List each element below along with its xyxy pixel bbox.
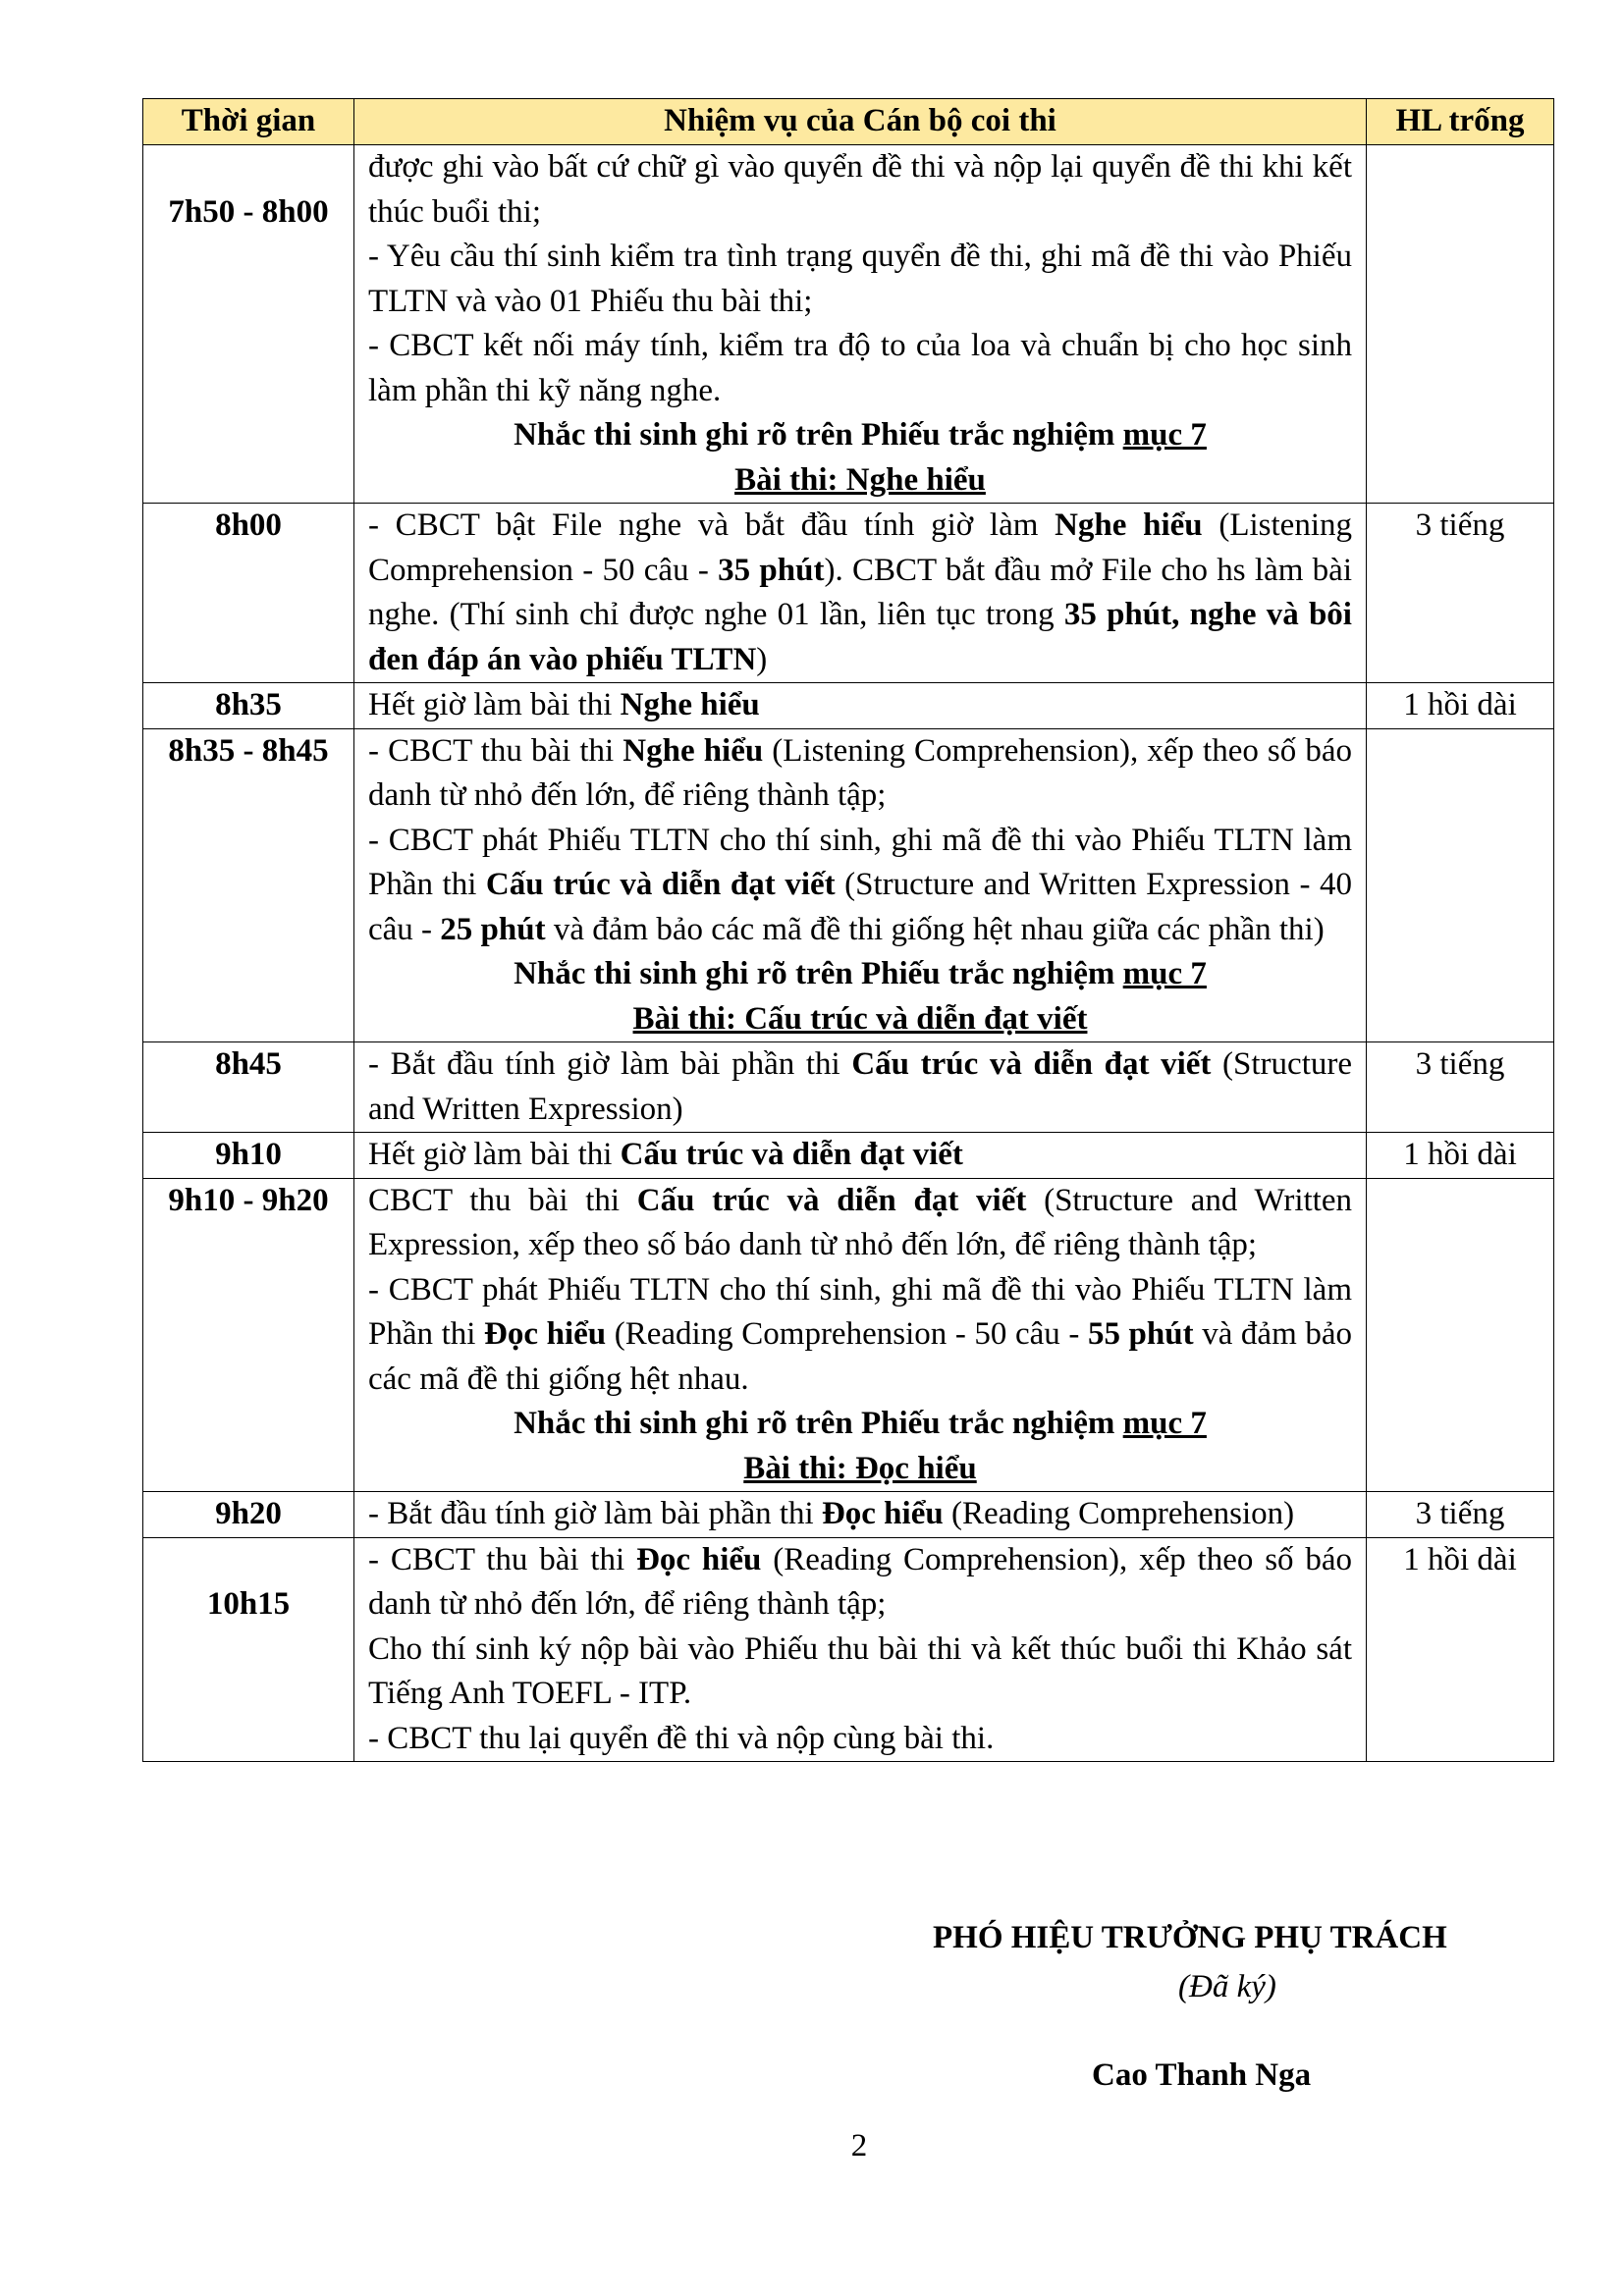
- row-time: 8h00: [143, 504, 354, 683]
- signature-note: (Đã ký): [1178, 1969, 1276, 2004]
- row-hl: [1367, 145, 1554, 504]
- table-row: [143, 504, 1554, 683]
- row-task: [354, 145, 1367, 504]
- row-hl: 1 hồi dài: [1367, 1537, 1554, 1762]
- task-line: Cho thí sinh ký nộp bài vào Phiếu thu bài thi và kết thúc buổi thi Khảo sát Tiếng Anh TOEFL - ITP.: [368, 1630, 1352, 1711]
- row-time: [143, 145, 354, 504]
- task-line: - CBCT thu lại quyển đề thi và nộp cùng bài thi.: [368, 1720, 995, 1756]
- task-text: ): [756, 641, 768, 677]
- task-bold: Nghe hiểu: [623, 732, 764, 769]
- row-task: [354, 1178, 1367, 1492]
- row-task: [354, 1492, 1367, 1538]
- row-task: [354, 504, 1367, 683]
- reminder-text: Nhắc thi sinh ghi rõ trên Phiếu trắc nghiệm: [514, 956, 1123, 991]
- row-task: [354, 683, 1367, 729]
- reminder-text: Nhắc thi sinh ghi rõ trên Phiếu trắc nghiệm: [514, 1406, 1123, 1441]
- row-time: 9h10: [143, 1133, 354, 1179]
- task-bold: Cấu trúc và diễn đạt viết: [851, 1046, 1212, 1082]
- task-bold: Cấu trúc và diễn đạt viết: [485, 867, 836, 902]
- task-line: [368, 819, 1352, 953]
- header-time: Thời gian: [143, 99, 354, 145]
- signature-title: PHÓ HIỆU TRƯỞNG PHỤ TRÁCH: [933, 1920, 1447, 1955]
- row-task: [354, 1042, 1367, 1133]
- task-text: (Reading Comprehension - 50 câu -: [606, 1316, 1088, 1352]
- row-hl: 3 tiếng: [1367, 1042, 1554, 1133]
- task-text: - Bắt đầu tính giờ làm bài phần thi: [368, 1496, 822, 1531]
- task-text: Hết giờ làm bài thi: [368, 687, 621, 722]
- reminder-item: mục 7: [1122, 417, 1207, 453]
- section-title: Bài thi: Cấu trúc và diễn đạt viết: [632, 1000, 1088, 1037]
- table-row: [143, 1492, 1554, 1538]
- row-hl: 1 hồi dài: [1367, 683, 1554, 729]
- task-line: [368, 1268, 1352, 1403]
- task-text: ). CBCT bắt đầu mở File cho hs làm bài nghe. (Thí sinh chỉ được nghe 01 lần, liên tục trong: [368, 552, 1352, 632]
- task-bold: Đọc hiểu: [636, 1541, 762, 1577]
- row-time: 8h35 - 8h45: [143, 728, 354, 1042]
- table-row: [143, 1178, 1554, 1492]
- task-bold: Nghe hiểu: [620, 687, 760, 722]
- task-text: (Structure and Written Expression, xếp theo số báo danh từ nhỏ đến lớn, để riêng thành tập;: [368, 1182, 1352, 1262]
- table-row: [143, 1537, 1554, 1762]
- task-text: (Listening Comprehension - 50 câu -: [368, 507, 1352, 588]
- header-hl: HL trống: [1367, 99, 1554, 145]
- page-number: 2: [850, 2128, 868, 2163]
- row-time: [143, 1537, 354, 1762]
- time-value: 10h15: [206, 1586, 291, 1622]
- task-line: [368, 1179, 1352, 1268]
- task-text: CBCT thu bài thi: [368, 1182, 637, 1218]
- reminder-item: mục 7: [1122, 1406, 1207, 1441]
- time-value: 7h50 - 8h00: [168, 193, 329, 230]
- signer-name: Cao Thanh Nga: [1092, 2057, 1312, 2093]
- table-row: [143, 683, 1554, 729]
- section-title: Bài thi: Nghe hiểu: [734, 461, 986, 498]
- task-line: được ghi vào bất cứ chữ gì vào quyển đề thi và nộp lại quyển đề thi khi kết thúc buổi thi;: [368, 149, 1352, 230]
- row-hl: 1 hồi dài: [1367, 1133, 1554, 1179]
- row-time: 9h10 - 9h20: [143, 1178, 354, 1492]
- row-task: [354, 728, 1367, 1042]
- task-line: - Yêu cầu thí sinh kiểm tra tình trạng quyển đề thi, ghi mã đề thi vào Phiếu TLTN và vào 01 Phiếu thu bài thi;: [368, 239, 1352, 319]
- table-header-row: [143, 99, 1554, 145]
- task-text: - CBCT thu bài thi: [368, 732, 623, 769]
- task-text: - CBCT phát Phiếu TLTN cho thí sinh, ghi mã đề thi vào Phiếu TLTN làm Phần thi: [368, 822, 1352, 902]
- task-text: - CBCT bật File nghe và bắt đầu tính giờ làm: [368, 507, 1056, 543]
- task-bold: Đọc hiểu: [484, 1316, 607, 1352]
- task-line: - CBCT kết nối máy tính, kiểm tra độ to của loa và chuẩn bị cho học sinh làm phần thi kỹ năng nghe.: [368, 328, 1352, 408]
- row-hl: 3 tiếng: [1367, 504, 1554, 683]
- task-text: (Reading Comprehension), xếp theo số báo danh từ nhỏ đến lớn, để riêng thành tập;: [368, 1541, 1353, 1622]
- task-bold: Cấu trúc và diễn đạt viết: [620, 1137, 963, 1172]
- table-row: [143, 145, 1554, 504]
- reminder-line: [368, 413, 1352, 458]
- table-row: [143, 1042, 1554, 1133]
- task-text: (Structure and Written Expression - 40 câu -: [368, 867, 1352, 947]
- row-hl: 3 tiếng: [1367, 1492, 1554, 1538]
- task-bold: 35 phút, nghe và bôi đen đáp án vào phiếu TLTN: [368, 597, 1352, 677]
- reminder-item: mục 7: [1122, 956, 1207, 991]
- invigilator-schedule-table: [142, 98, 1554, 1762]
- task-text: Hết giờ làm bài thi: [368, 1137, 621, 1172]
- task-text: - Bắt đầu tính giờ làm bài phần thi: [368, 1046, 852, 1082]
- row-time: 8h35: [143, 683, 354, 729]
- row-hl: [1367, 1178, 1554, 1492]
- task-text: - CBCT phát Phiếu TLTN cho thí sinh, ghi mã đề thi vào Phiếu TLTN làm Phần thi: [368, 1271, 1352, 1352]
- task-text: - CBCT thu bài thi: [368, 1541, 637, 1577]
- reminder-text: Nhắc thi sinh ghi rõ trên Phiếu trắc nghiệm: [514, 417, 1123, 453]
- task-bold: 35 phút: [718, 552, 825, 588]
- row-hl: [1367, 728, 1554, 1042]
- task-text: và đảm bảo các mã đề thi giống hệt nhau.: [368, 1316, 1352, 1397]
- task-text: (Structure and Written Expression): [368, 1046, 1352, 1127]
- reminder-line: [368, 1402, 1352, 1447]
- row-task: [354, 1537, 1367, 1762]
- task-line: [368, 729, 1352, 819]
- task-bold: Cấu trúc và diễn đạt viết: [636, 1182, 1027, 1218]
- task-text: (Reading Comprehension): [943, 1496, 1295, 1531]
- task-bold: 55 phút: [1087, 1316, 1194, 1352]
- header-task: Nhiệm vụ của Cán bộ coi thi: [354, 99, 1367, 145]
- task-text: và đảm bảo các mã đề thi giống hệt nhau giữa các phần thi): [545, 911, 1325, 947]
- task-text: (Listening Comprehension), xếp theo số báo danh từ nhỏ đến lớn, để riêng thành tập;: [368, 732, 1353, 813]
- task-bold: Nghe hiểu: [1055, 507, 1203, 543]
- table-row: [143, 1133, 1554, 1179]
- task-bold: 25 phút: [440, 911, 546, 947]
- section-title: Bài thi: Đọc hiểu: [743, 1450, 977, 1486]
- row-time: 9h20: [143, 1492, 354, 1538]
- reminder-line: [368, 952, 1352, 997]
- table-row: [143, 728, 1554, 1042]
- row-time: 8h45: [143, 1042, 354, 1133]
- row-task: [354, 1133, 1367, 1179]
- task-bold: Đọc hiểu: [821, 1496, 944, 1531]
- task-line: [368, 1538, 1352, 1628]
